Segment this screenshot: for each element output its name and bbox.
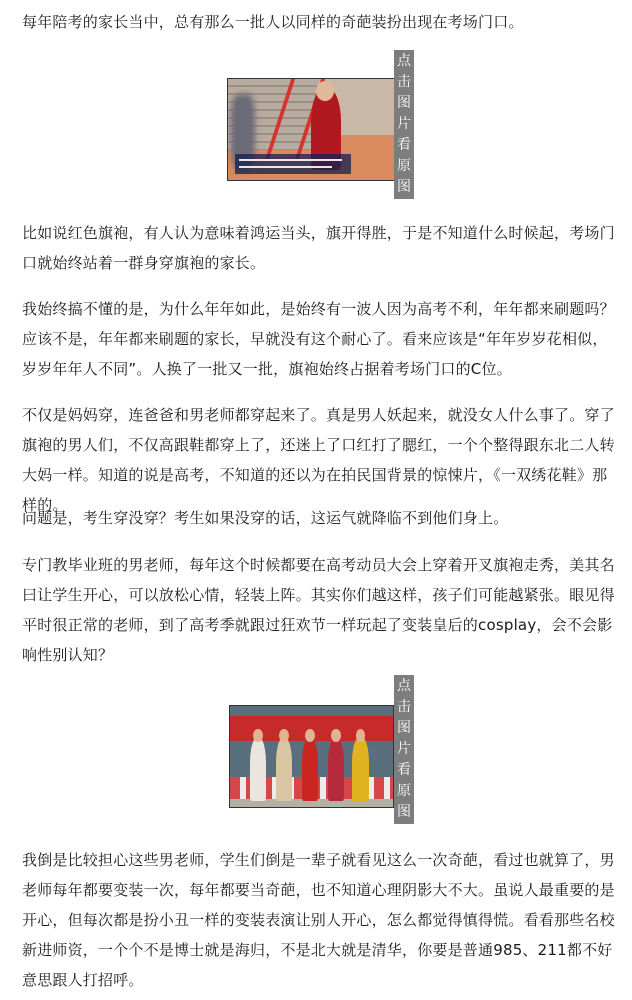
label-char: 图 xyxy=(397,804,411,820)
paragraph-6: 专门教毕业班的男老师，每年这个时候都要在高考动员大会上穿着开叉旗袍走秀，美其名曰让学生开心，可以放松心情，轻装上阵。其实你们越这样，孩子们可能越紧张。眼见得平时很正常的老师，到了高考季就跟过狂欢节一样玩起了变装皇后的cosplay，会不会影响性别认知？ xyxy=(22,556,615,664)
figure-1-image[interactable] xyxy=(227,78,395,181)
label-char: 点 xyxy=(397,53,411,69)
figure-2-image[interactable] xyxy=(229,705,394,808)
view-original-link-2[interactable] xyxy=(394,675,414,824)
paragraph-4: 不仅是妈妈穿，连爸爸和男老师都穿起来了。真是男人妖起来，就没女人什么事了。穿了旗袍的男人们，不仅高跟鞋都穿上了，还迷上了口红打了腮红，一个个整得跟东北二人转大妈一样。知道的说是高考，不知道的还以为在拍民国背景的惊悚片，《一双绣花鞋》那样的。 xyxy=(22,406,615,514)
label-char: 击 xyxy=(397,74,411,90)
label-char: 图 xyxy=(397,95,411,111)
label-char: 看 xyxy=(397,137,411,153)
label-char: 图 xyxy=(397,179,411,195)
label-char: 原 xyxy=(397,158,411,174)
paragraph-3: 我始终搞不懂的是，为什么年年如此，是始终有一波人因为高考不利，年年都来刷题吗？应该不是，年年都来刷题的家长，早就没有这个耐心了。看来应该是“年年岁岁花相似，岁岁年年人不同”。人换了一批又一批，旗袍始终占据着考场门口的C位。 xyxy=(22,300,615,378)
paragraph-7: 我倒是比较担心这些男老师，学生们倒是一辈子就看见这么一次奇葩，看过也就算了，男老师每年都要变装一次，每年都要当奇葩，也不知道心理阴影大不大。虽说人最重要的是开心，但每次都是扮小丑一样的变装表演让别人开心，怎么都觉得慎得慌。看看那些名校新进师资，一个个不是博士就是海归，不是北大就是清华，你要是普通985、211都不好意思跟人打招呼。 xyxy=(22,851,615,989)
label-char: 击 xyxy=(397,699,411,715)
label-char: 看 xyxy=(397,762,411,778)
label-char: 片 xyxy=(397,116,411,132)
paragraph-1: 每年陪考的家长当中，总有那么一批人以同样的奇葩装扮出现在考场门口。 xyxy=(22,13,524,31)
label-char: 点 xyxy=(397,678,411,694)
label-char: 片 xyxy=(397,741,411,757)
label-char: 原 xyxy=(397,783,411,799)
label-char: 图 xyxy=(397,720,411,736)
paragraph-2: 比如说红色旗袍，有人认为意味着鸿运当头，旗开得胜，于是不知道什么时候起，考场门口就始终站着一群身穿旗袍的家长。 xyxy=(22,224,615,272)
paragraph-5: 问题是，考生穿没穿？考生如果没穿的话，这运气就降临不到他们身上。 xyxy=(22,509,509,527)
view-original-link-1[interactable] xyxy=(394,50,414,199)
